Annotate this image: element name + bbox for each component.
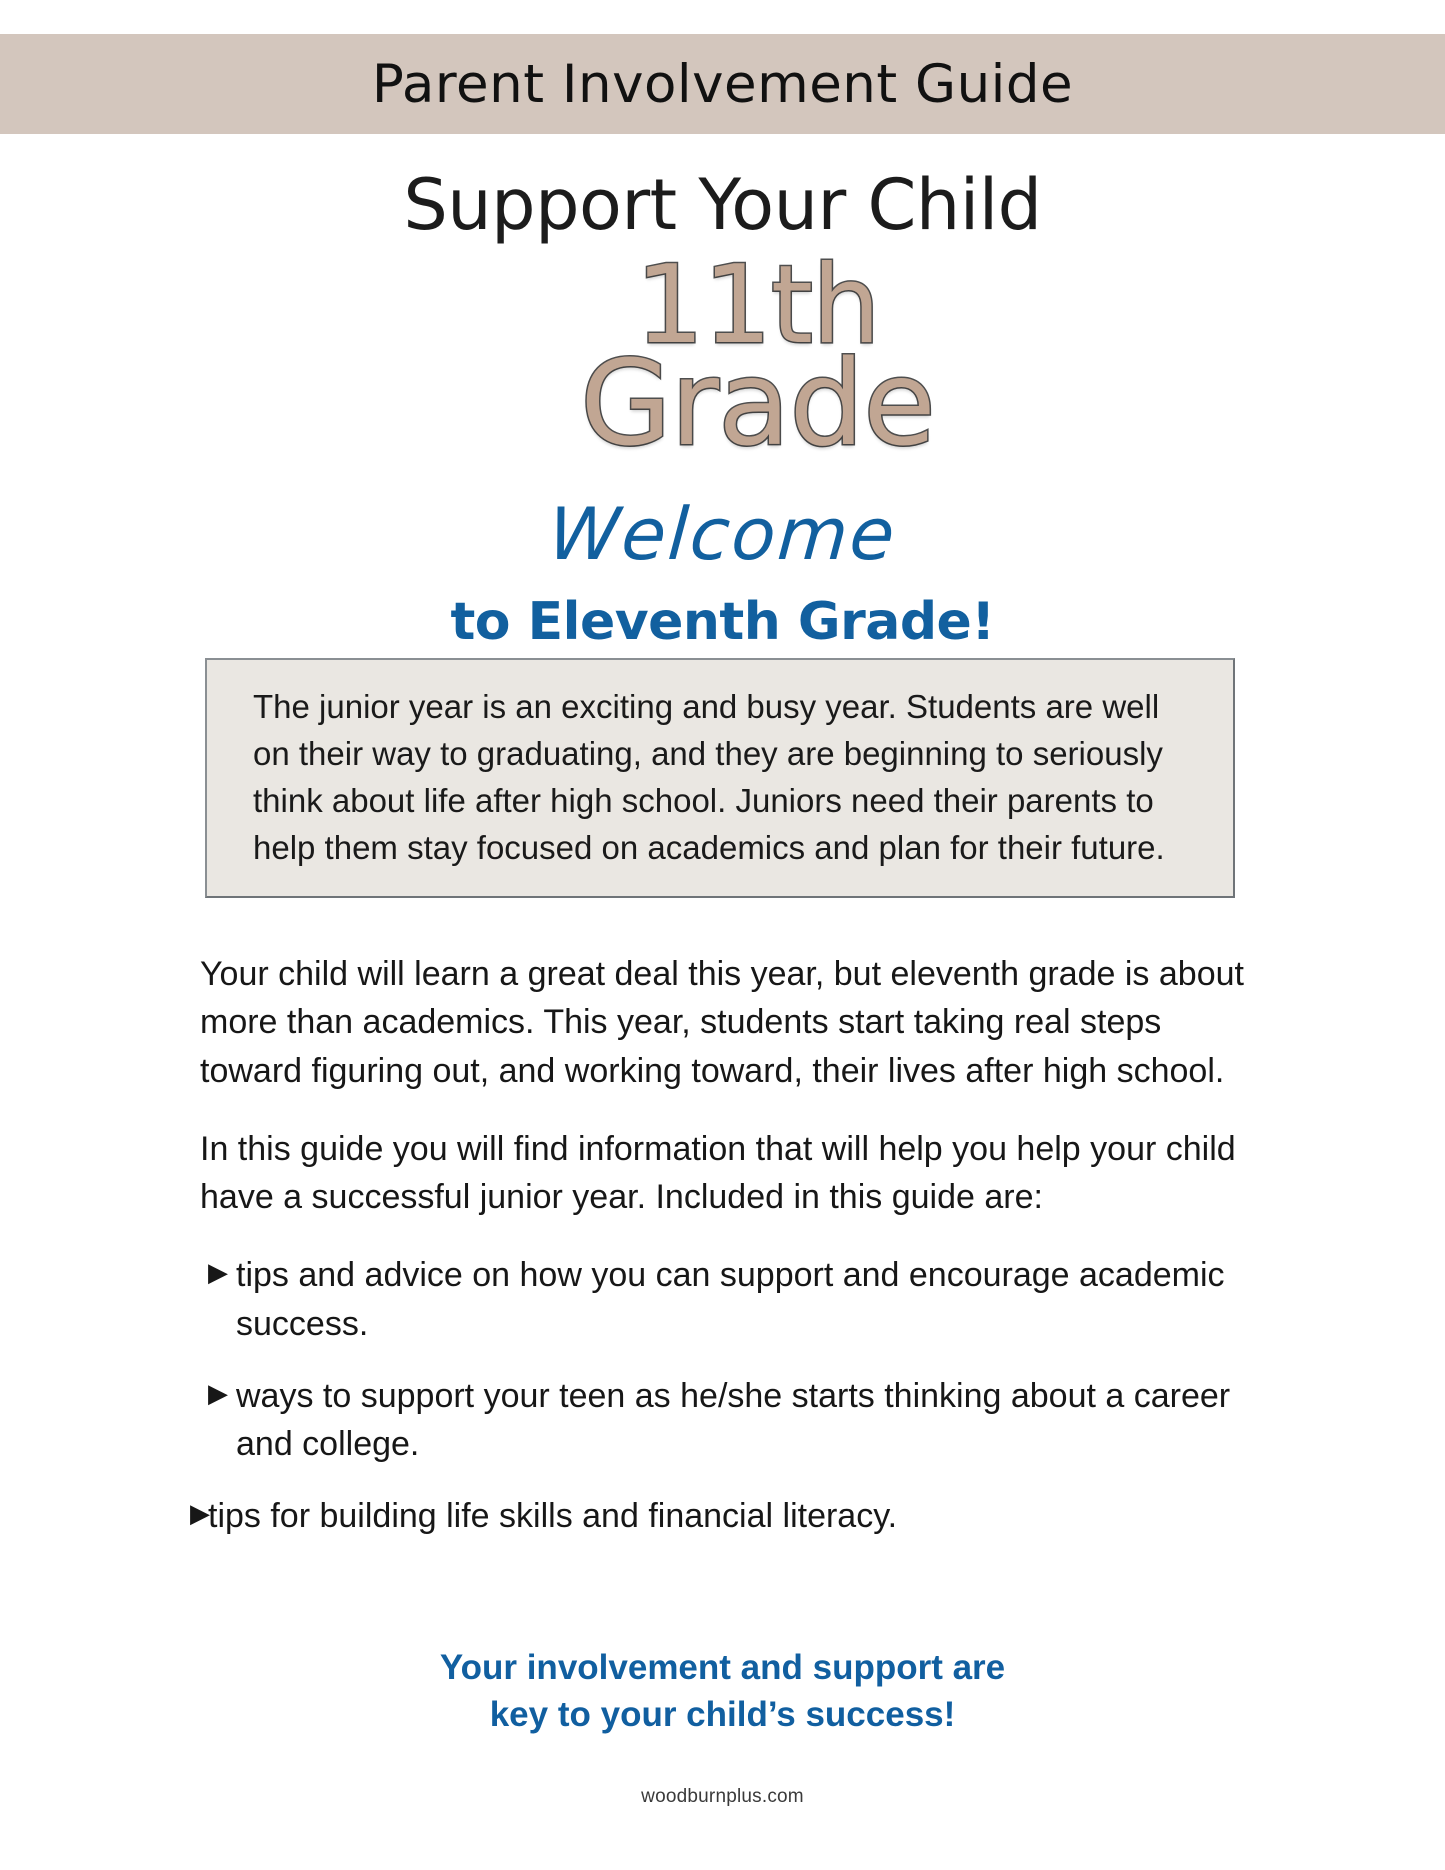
list-item [200, 1372, 1260, 1469]
list-item-label: tips and advice on how you can support and encourage academic success. [236, 1256, 1225, 1343]
grade-word: Grade [580, 334, 935, 473]
welcome-subtitle: to Eleventh Grade! [450, 591, 995, 652]
closing-statement [0, 1645, 1445, 1738]
guide-contents-list [190, 1251, 1260, 1540]
grade-wordmark [0, 243, 1445, 473]
closing-line-1: Your involvement and support are [439, 1648, 1006, 1687]
list-item-label: tips for building life skills and financial literacy. [208, 1497, 898, 1536]
page-title: Support Your Child [403, 164, 1042, 246]
list-item [190, 1492, 1260, 1540]
page-content [0, 134, 1445, 652]
list-item-label: ways to support your teen as he/she starts thinking about a career and college. [236, 1376, 1231, 1464]
header-title: Parent Involvement Guide [371, 53, 1074, 115]
triangle-bullet-icon: ▶ [190, 1498, 210, 1529]
triangle-bullet-icon: ▶ [208, 1377, 228, 1408]
header-band [0, 34, 1445, 134]
welcome-script-heading: Welcome [545, 491, 900, 576]
body-paragraph-1: Your child will learn a great deal this year, but eleventh grade is about more than academics. This year, students start taking real steps toward figuring out, and working toward, their lives after high school. [200, 955, 1244, 1090]
grade-number: 11th [635, 243, 880, 368]
intro-callout-text: The junior year is an exciting and busy year. Students are well on their way to graduating, and they are beginning to seriously think about life after high school. Juniors need their parents to help them stay focused on academics and plan for their future. [253, 688, 1165, 866]
triangle-bullet-icon: ▶ [208, 1257, 228, 1288]
list-item [200, 1251, 1260, 1348]
closing-line-2: key to your child’s success! [489, 1694, 956, 1734]
body-paragraph-2: In this guide you will find information that will help you help your child have a successful junior year. Included in this guide are: [200, 1129, 1236, 1217]
intro-callout-box [205, 658, 1235, 898]
body-copy [190, 950, 1260, 1565]
footer-site-url: woodburnplus.com [641, 1786, 804, 1807]
